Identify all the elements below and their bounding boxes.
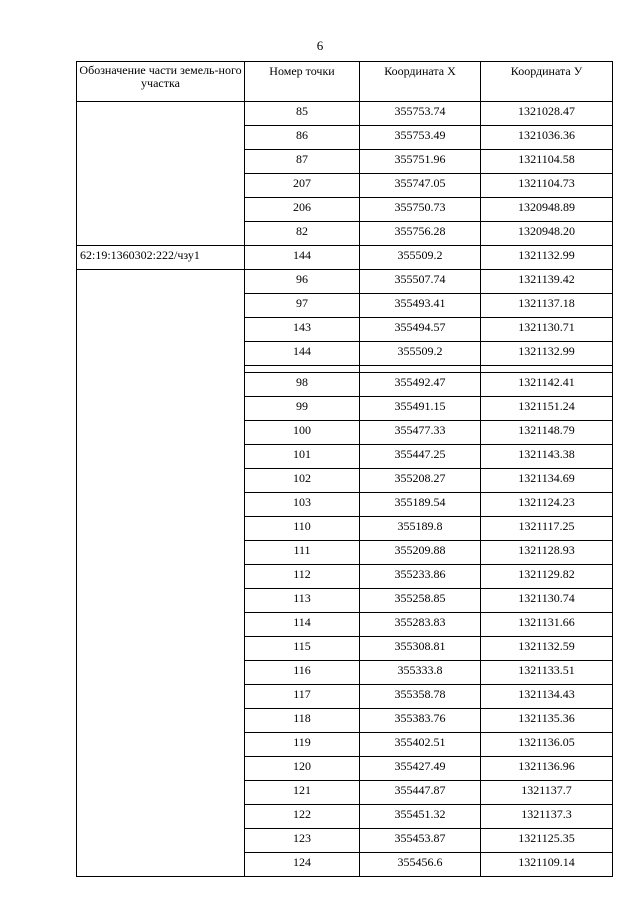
part-designation-cell (77, 637, 245, 661)
point-number-cell (245, 366, 360, 373)
table-row (77, 685, 613, 709)
table-row (77, 126, 613, 150)
coordinate-y-cell: 1321151.24 (481, 397, 613, 421)
coordinate-x-cell: 355233.86 (360, 565, 481, 589)
point-number-cell: 111 (245, 541, 360, 565)
coordinate-y-cell: 1321137.7 (481, 781, 613, 805)
table-row (77, 565, 613, 589)
table-row (77, 270, 613, 294)
point-number-cell: 118 (245, 709, 360, 733)
table-row (77, 661, 613, 685)
coordinate-y-cell: 1321148.79 (481, 421, 613, 445)
coordinate-x-cell (360, 366, 481, 373)
coordinate-x-cell: 355756.28 (360, 222, 481, 246)
point-number-cell: 124 (245, 853, 360, 877)
point-number-cell: 96 (245, 270, 360, 294)
point-number-cell: 144 (245, 246, 360, 270)
coordinate-x-cell: 355492.47 (360, 373, 481, 397)
point-number-cell: 85 (245, 102, 360, 126)
part-designation-cell (77, 126, 245, 150)
coordinate-x-cell: 355209.88 (360, 541, 481, 565)
coordinate-y-cell: 1320948.89 (481, 198, 613, 222)
point-number-cell: 100 (245, 421, 360, 445)
part-designation-cell (77, 613, 245, 637)
point-number-cell: 113 (245, 589, 360, 613)
page-number: 6 (316, 38, 324, 53)
part-designation-cell (77, 781, 245, 805)
coordinate-x-cell: 355258.85 (360, 589, 481, 613)
part-designation-cell (77, 102, 245, 126)
point-number-cell: 143 (245, 318, 360, 342)
coordinate-x-cell: 355447.87 (360, 781, 481, 805)
table-row (77, 342, 613, 366)
table-row (77, 781, 613, 805)
coordinate-x-cell: 355453.87 (360, 829, 481, 853)
coordinate-y-cell: 1321139.42 (481, 270, 613, 294)
coordinate-x-cell: 355507.74 (360, 270, 481, 294)
header-coordinate-y: Координата У (481, 62, 613, 102)
coordinate-x-cell: 355494.57 (360, 318, 481, 342)
header-point-number: Номер точки (245, 62, 360, 102)
part-designation-cell (77, 541, 245, 565)
point-number-cell: 117 (245, 685, 360, 709)
coordinate-y-cell: 1321132.99 (481, 246, 613, 270)
point-number-cell: 110 (245, 517, 360, 541)
point-number-cell: 103 (245, 493, 360, 517)
part-designation-cell (77, 565, 245, 589)
part-designation-cell (77, 661, 245, 685)
coordinate-y-cell: 1321028.47 (481, 102, 613, 126)
part-designation-cell (77, 421, 245, 445)
point-number-cell: 97 (245, 294, 360, 318)
table-header-row (77, 62, 613, 102)
table-row (77, 637, 613, 661)
coordinate-y-cell: 1321142.41 (481, 373, 613, 397)
point-number-cell: 87 (245, 150, 360, 174)
table-row (77, 373, 613, 397)
part-designation-cell (77, 294, 245, 318)
coordinate-y-cell: 1321104.73 (481, 174, 613, 198)
point-number-cell: 114 (245, 613, 360, 637)
table-row (77, 198, 613, 222)
point-number-cell: 206 (245, 198, 360, 222)
table-row (77, 445, 613, 469)
coordinate-x-cell: 355751.96 (360, 150, 481, 174)
point-number-cell: 86 (245, 126, 360, 150)
part-designation-cell (77, 589, 245, 613)
coordinate-y-cell: 1321135.36 (481, 709, 613, 733)
table-row (77, 246, 613, 270)
point-number-cell: 102 (245, 469, 360, 493)
table-row (77, 150, 613, 174)
table-row (77, 709, 613, 733)
part-designation-cell (77, 493, 245, 517)
point-number-cell: 207 (245, 174, 360, 198)
coordinate-y-cell: 1321130.74 (481, 589, 613, 613)
coordinate-x-cell: 355447.25 (360, 445, 481, 469)
table-row (77, 294, 613, 318)
point-number-cell: 121 (245, 781, 360, 805)
point-number-cell: 144 (245, 342, 360, 366)
coordinate-y-cell: 1321125.35 (481, 829, 613, 853)
coordinate-x-cell: 355189.8 (360, 517, 481, 541)
part-designation-cell (77, 270, 245, 294)
table-row (77, 397, 613, 421)
table-row (77, 366, 613, 373)
coordinate-y-cell: 1321132.99 (481, 342, 613, 366)
part-designation-cell (77, 733, 245, 757)
coordinate-x-cell: 355427.49 (360, 757, 481, 781)
coordinate-y-cell: 1321117.25 (481, 517, 613, 541)
table-row (77, 222, 613, 246)
header-coordinate-x: Координата X (360, 62, 481, 102)
table-row (77, 469, 613, 493)
point-number-cell: 122 (245, 805, 360, 829)
table-row (77, 733, 613, 757)
part-designation-cell (77, 685, 245, 709)
coordinate-x-cell: 355747.05 (360, 174, 481, 198)
coordinates-table (76, 61, 613, 877)
part-designation-cell (77, 222, 245, 246)
coordinate-x-cell: 355491.15 (360, 397, 481, 421)
coordinate-y-cell: 1321124.23 (481, 493, 613, 517)
part-designation-cell (77, 198, 245, 222)
part-designation-cell (77, 829, 245, 853)
point-number-cell: 120 (245, 757, 360, 781)
table-row (77, 853, 613, 877)
point-number-cell: 112 (245, 565, 360, 589)
coordinate-y-cell: 1321036.36 (481, 126, 613, 150)
coordinate-x-cell: 355493.41 (360, 294, 481, 318)
point-number-cell: 98 (245, 373, 360, 397)
coordinate-y-cell: 1321136.05 (481, 733, 613, 757)
table-row (77, 493, 613, 517)
coordinate-y-cell: 1321137.3 (481, 805, 613, 829)
coordinate-y-cell (481, 366, 613, 373)
part-designation-cell (77, 517, 245, 541)
table-row (77, 541, 613, 565)
coordinate-x-cell: 355753.74 (360, 102, 481, 126)
part-designation-cell (77, 150, 245, 174)
coordinate-y-cell: 1320948.20 (481, 222, 613, 246)
part-designation-cell (77, 366, 245, 373)
coordinate-x-cell: 355308.81 (360, 637, 481, 661)
coordinate-y-cell: 1321136.96 (481, 757, 613, 781)
coordinate-x-cell: 355750.73 (360, 198, 481, 222)
coordinate-y-cell: 1321137.18 (481, 294, 613, 318)
part-designation-cell (77, 757, 245, 781)
coordinate-x-cell: 355189.54 (360, 493, 481, 517)
coordinate-y-cell: 1321132.59 (481, 637, 613, 661)
coordinate-x-cell: 355283.83 (360, 613, 481, 637)
point-number-cell: 99 (245, 397, 360, 421)
part-designation-cell (77, 318, 245, 342)
table-row (77, 102, 613, 126)
point-number-cell: 123 (245, 829, 360, 853)
coordinate-x-cell: 355509.2 (360, 246, 481, 270)
part-designation-cell (77, 805, 245, 829)
point-number-cell: 119 (245, 733, 360, 757)
table-row (77, 589, 613, 613)
point-number-cell: 116 (245, 661, 360, 685)
part-designation-cell (77, 445, 245, 469)
coordinate-y-cell: 1321134.69 (481, 469, 613, 493)
coordinate-x-cell: 355477.33 (360, 421, 481, 445)
coordinate-y-cell: 1321134.43 (481, 685, 613, 709)
coordinate-y-cell: 1321130.71 (481, 318, 613, 342)
coordinate-y-cell: 1321143.38 (481, 445, 613, 469)
table-row (77, 421, 613, 445)
part-designation-cell (77, 174, 245, 198)
coordinate-x-cell: 355358.78 (360, 685, 481, 709)
table-row (77, 757, 613, 781)
part-designation-cell: 62:19:1360302:222/чзу1 (77, 246, 245, 270)
coordinate-y-cell: 1321131.66 (481, 613, 613, 637)
coordinate-x-cell: 355456.6 (360, 853, 481, 877)
coordinate-x-cell: 355383.76 (360, 709, 481, 733)
coordinate-y-cell: 1321133.51 (481, 661, 613, 685)
coordinate-y-cell: 1321128.93 (481, 541, 613, 565)
point-number-cell: 101 (245, 445, 360, 469)
coordinate-x-cell: 355333.8 (360, 661, 481, 685)
part-designation-cell (77, 709, 245, 733)
part-designation-cell (77, 469, 245, 493)
point-number-cell: 115 (245, 637, 360, 661)
coordinate-y-cell: 1321109.14 (481, 853, 613, 877)
part-designation-cell (77, 853, 245, 877)
header-part-designation: Обозначение части земель-ного участка (77, 62, 245, 102)
table-row (77, 318, 613, 342)
part-designation-cell (77, 397, 245, 421)
table-row (77, 517, 613, 541)
coordinate-x-cell: 355208.27 (360, 469, 481, 493)
table-row (77, 613, 613, 637)
coordinate-y-cell: 1321129.82 (481, 565, 613, 589)
coordinate-x-cell: 355753.49 (360, 126, 481, 150)
part-designation-cell (77, 373, 245, 397)
coordinate-x-cell: 355509.2 (360, 342, 481, 366)
part-designation-cell (77, 342, 245, 366)
coordinate-x-cell: 355402.51 (360, 733, 481, 757)
table-row (77, 174, 613, 198)
table-row (77, 805, 613, 829)
coordinate-y-cell: 1321104.58 (481, 150, 613, 174)
table-body (77, 102, 613, 877)
coordinate-x-cell: 355451.32 (360, 805, 481, 829)
point-number-cell: 82 (245, 222, 360, 246)
table-row (77, 829, 613, 853)
